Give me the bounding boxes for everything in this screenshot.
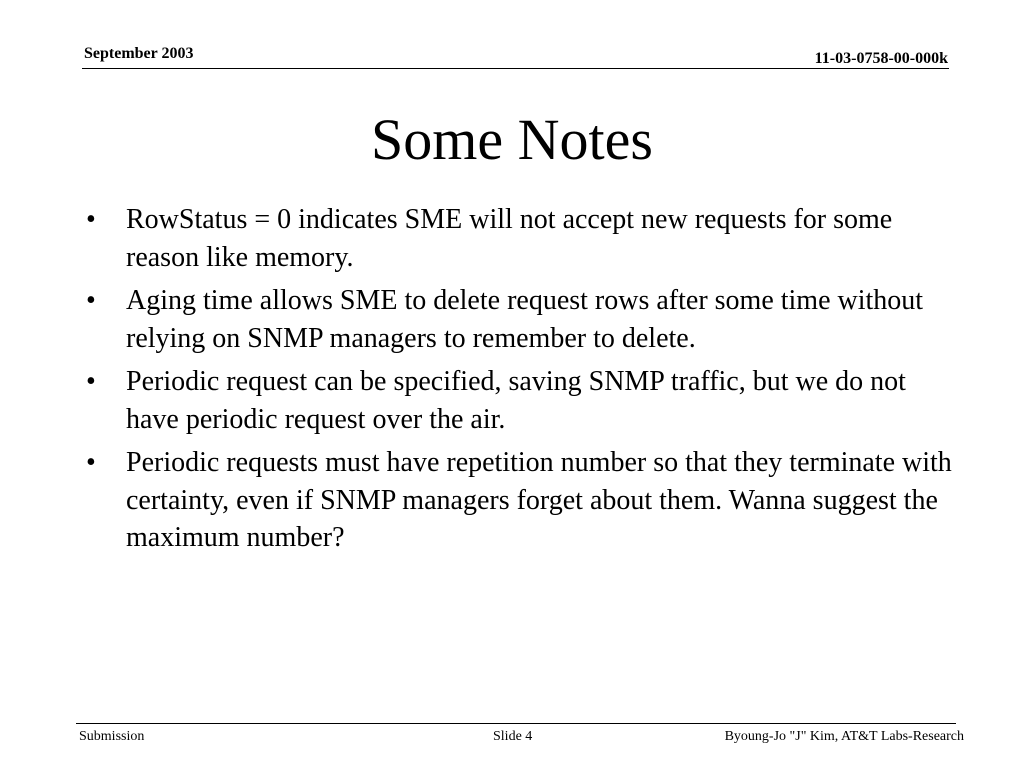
footer-submission-label: Submission — [79, 729, 145, 744]
bullet-text: Periodic request can be specified, saving SNMP traffic, but we do not have periodic request over the air. — [126, 366, 906, 435]
bullet-item — [78, 201, 958, 276]
header-date: September 2003 — [84, 45, 194, 62]
bullet-text: Periodic requests must have repetition number so that they terminate with certainty, even if SNMP managers forget about them. Wanna suggest the maximum number? — [126, 447, 952, 553]
header-doc-id: 11-03-0758-00-000k — [814, 50, 948, 67]
bullet-icon: • — [86, 366, 96, 397]
bullet-item — [78, 444, 958, 557]
slide-title: Some Notes — [371, 107, 653, 172]
bullet-item — [78, 282, 958, 357]
footer-divider — [76, 723, 956, 724]
bullet-item — [78, 363, 958, 438]
bullet-icon: • — [86, 204, 96, 235]
bullet-text: Aging time allows SME to delete request rows after some time without relying on SNMP managers to remember to delete. — [126, 285, 924, 354]
bullet-list — [78, 201, 958, 563]
bullet-text: RowStatus = 0 indicates SME will not accept new requests for some reason like memory. — [126, 204, 893, 273]
bullet-icon: • — [86, 447, 96, 478]
footer-slide-number: Slide 4 — [493, 729, 533, 744]
bullet-icon: • — [86, 285, 96, 316]
header-divider — [82, 68, 949, 69]
footer-author: Byoung-Jo "J" Kim, AT&T Labs-Research — [724, 729, 964, 744]
